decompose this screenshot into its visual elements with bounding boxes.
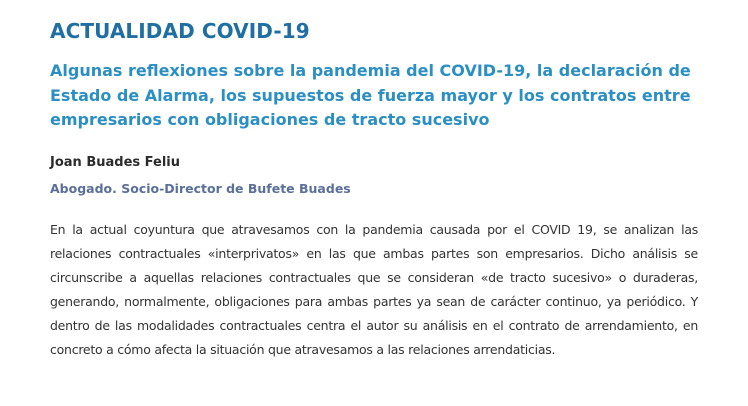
article-abstract: En la actual coyuntura que atravesamos con la pandemia causada por el COVID 19, se analizan las relaciones contractuales «interprivatos» en las que ambas partes son empresarios. Dicho análisis se circunscribe a aquellas relaciones contractuales que se consideran «de tracto sucesivo» o duraderas, generando, normalmente, obligaciones para ambas partes ya sean de carácter continuo, ya periódico. Y dentro de las modalidades contractuales centra el autor su análisis en el contrato de arrendamiento, en concreto a cómo afecta la situación que atravesamos a las relaciones arrendaticias. [50,222,698,357]
article-title: Algunas reflexiones sobre la pandemia del COVID-19, la declaración de Estado de Alarma, los supuestos de fuerza mayor y los contratos entre empresarios con obligaciones de tracto sucesivo [50,61,691,129]
section-title: ACTUALIDAD COVID-19 [50,19,310,43]
author-role: Abogado. Socio-Director de Bufete Buades [50,181,351,196]
author-name: Joan Buades Feliu [50,155,180,170]
